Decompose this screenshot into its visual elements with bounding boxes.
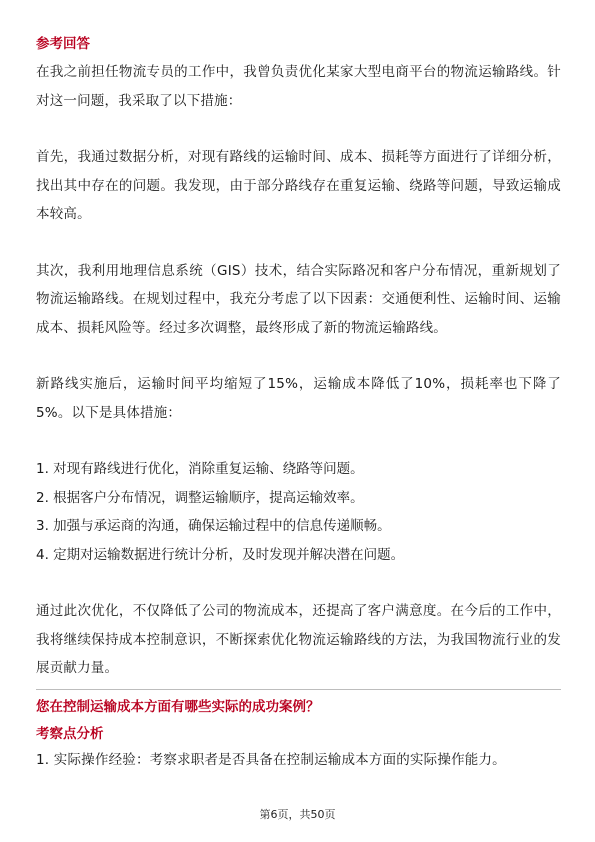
list-item: 4. 定期对运输数据进行统计分析，及时发现并解决潜在问题。 xyxy=(36,546,405,563)
measures-list xyxy=(36,455,561,569)
gis-paragraph: 其次，我利用地理信息系统（GIS）技术，结合实际路况和客户分布情况，重新规划了物流运输路线。在规划过程中，我充分考虑了以下因素：交通便利性、运输时间、运输成本、损耗风险等。经过多次调整，最终形成了新的物流运输路线。 xyxy=(36,262,561,336)
analysis-label: 考察点分析 xyxy=(36,725,104,742)
answer-label: 参考回答 xyxy=(36,36,90,52)
analysis-paragraph: 首先，我通过数据分析，对现有路线的运输时间、成本、损耗等方面进行了详细分析，找出其中存在的问题。我发现，由于部分路线存在重复运输、绕路等问题，导致运输成本较高。 xyxy=(36,149,561,222)
list-item: 1. 对现有路线进行优化，消除重复运输、绕路等问题。 xyxy=(36,461,364,477)
document-page xyxy=(36,34,561,774)
results-paragraph: 新路线实施后，运输时间平均缩短了15%，运输成本降低了10%，损耗率也下降了5%。以下是具体措施： xyxy=(36,376,561,421)
list-item: 3. 加强与承运商的沟通，确保运输过程中的信息传递顺畅。 xyxy=(36,518,391,534)
list-item: 2. 根据客户分布情况，调整运输顺序，提高运输效率。 xyxy=(36,489,364,506)
section-divider xyxy=(36,689,561,690)
page-footer: 第6页，共50页 xyxy=(259,808,336,821)
question-heading: 您在控制运输成本方面有哪些实际的成功案例？ xyxy=(36,698,320,715)
conclusion-paragraph: 通过此次优化，不仅降低了公司的物流成本，还提高了客户满意度。在今后的工作中，我将继续保持成本控制意识，不断探索优化物流运输路线的方法，为我国物流行业的发展贡献力量。 xyxy=(36,603,561,676)
analysis-item: 1. 实际操作经验：考察求职者是否具备在控制运输成本方面的实际操作能力。 xyxy=(36,751,506,768)
intro-paragraph: 在我之前担任物流专员的工作中，我曾负责优化某家大型电商平台的物流运输路线。针对这一问题，我采取了以下措施： xyxy=(36,64,561,109)
